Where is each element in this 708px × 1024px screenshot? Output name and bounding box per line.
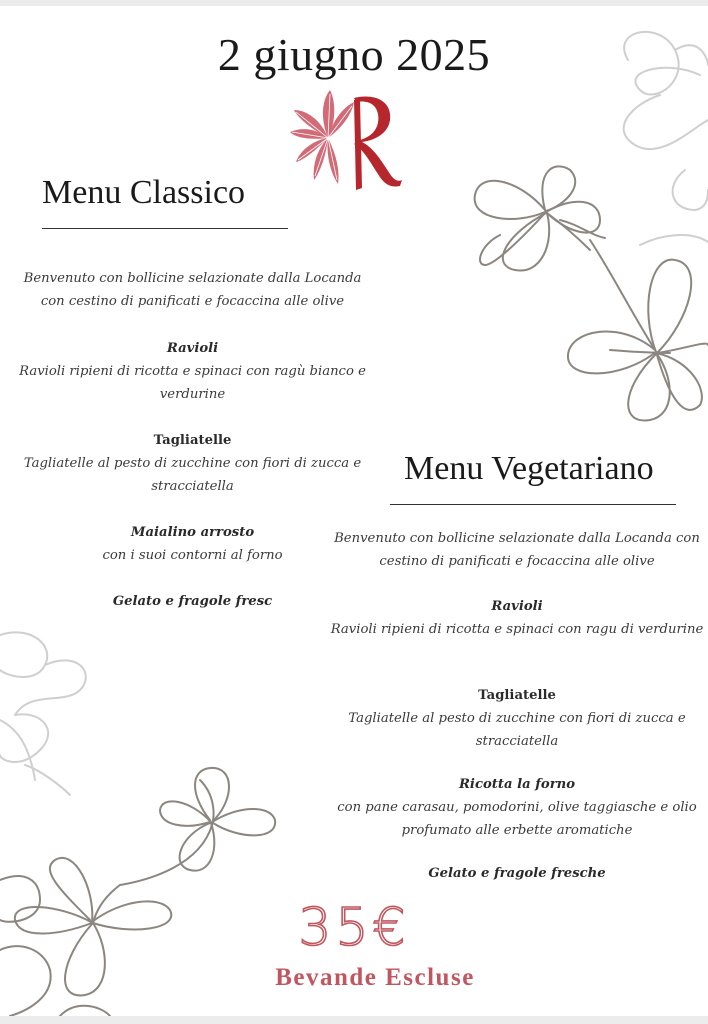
item-description-line: con cestino di panificati e focaccina alle olive xyxy=(40,294,345,309)
vegetarian-item-ricotta xyxy=(330,773,704,842)
item-description-line: Ravioli ripieni di ricotta e spinaci con ragu di verdurine xyxy=(330,622,704,637)
item-description-line: cestino di panificati e focaccina alle olive xyxy=(379,554,655,569)
flower-r-monogram-icon xyxy=(290,88,402,192)
classic-menu-heading: Menu Classico xyxy=(42,174,246,211)
item-description-line: Ravioli ripieni di ricotta e spinaci con ragù bianco e xyxy=(19,364,366,379)
classic-item-welcome xyxy=(0,267,385,313)
item-description-line: Tagliatelle al pesto di zucchine con fiori di zucca e xyxy=(348,711,686,726)
item-description-line: Benvenuto con bollicine selazionate dalla Locanda xyxy=(23,271,362,286)
menu-price: 35€ xyxy=(298,898,410,958)
item-description-line: profumato alle erbette aromatiche xyxy=(401,823,633,838)
classic-heading-underline xyxy=(42,228,288,229)
floral-decoration-top-right-icon xyxy=(460,20,708,430)
bottom-edge xyxy=(0,1016,708,1024)
drinks-excluded-note: Bevande Escluse xyxy=(275,964,475,991)
classic-item-ravioli xyxy=(0,337,385,406)
classic-item-gelato xyxy=(0,590,385,613)
item-title: Maialino arrosto xyxy=(130,525,255,540)
item-description-line: Tagliatelle al pesto di zucchine con fiori di zucca e xyxy=(23,456,362,471)
item-title: Tagliatelle xyxy=(153,433,232,448)
top-edge xyxy=(0,0,708,6)
item-description-line: Benvenuto con bollicine selazionate dalla Locanda con xyxy=(334,531,700,546)
item-title: Gelato e fragole fresc xyxy=(112,594,273,609)
item-description-line: verdurine xyxy=(159,387,226,402)
event-date: 2 giugno 2025 xyxy=(217,29,491,80)
item-title: Tagliatelle xyxy=(478,688,556,703)
classic-item-tagliatelle xyxy=(0,429,385,498)
item-title: Ricotta la forno xyxy=(458,777,576,792)
vegetarian-item-tagliatelle xyxy=(330,684,704,753)
item-title: Gelato e fragole fresche xyxy=(428,866,606,881)
item-description-line: con i suoi contorni al forno xyxy=(102,548,283,563)
item-description-line: con pane carasau, pomodorini, olive taggiasche e olio xyxy=(337,800,697,815)
item-description-line: stracciatella xyxy=(151,479,234,494)
item-description-line: stracciatella xyxy=(475,734,559,749)
item-title: Ravioli xyxy=(166,341,219,356)
vegetarian-item-gelato xyxy=(330,862,704,885)
vegetarian-menu-heading: Menu Vegetariano xyxy=(404,450,654,487)
classic-item-maialino xyxy=(0,521,385,567)
vegetarian-heading-underline xyxy=(390,504,676,505)
vegetarian-item-ravioli xyxy=(330,595,704,641)
item-title: Ravioli xyxy=(491,599,543,614)
vegetarian-item-welcome xyxy=(330,527,704,573)
